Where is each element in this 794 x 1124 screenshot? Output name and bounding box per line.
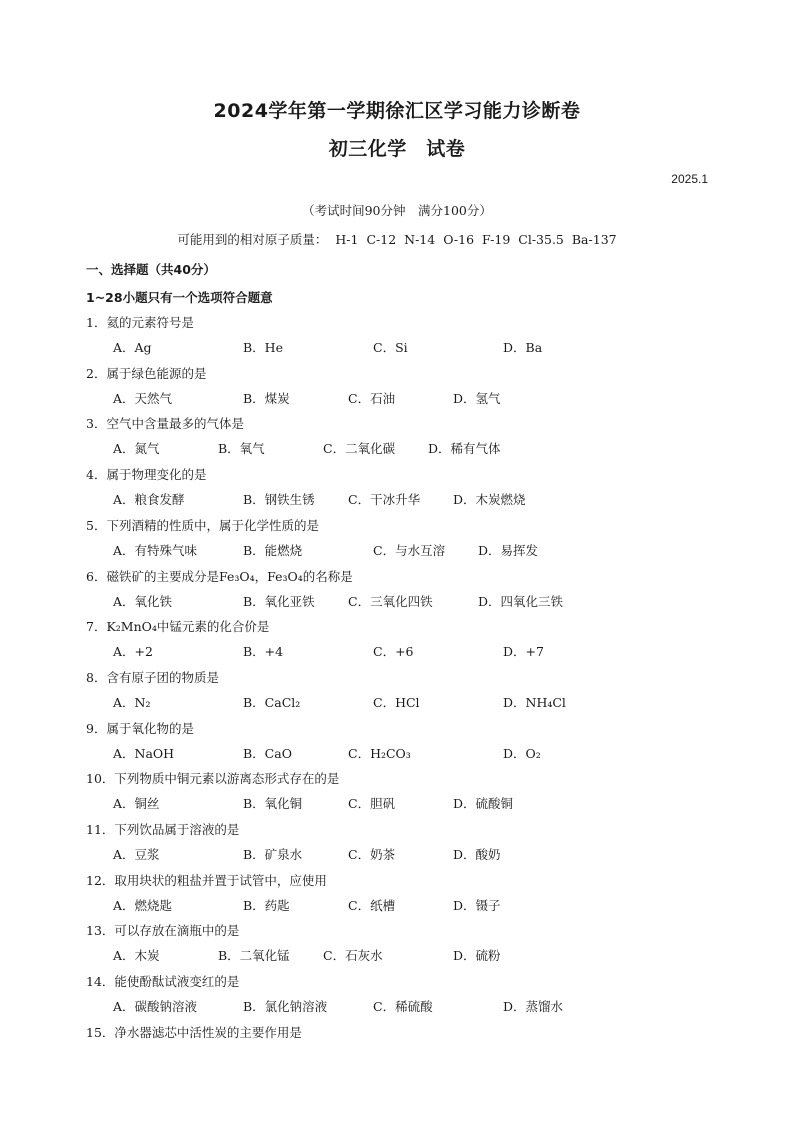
question-12-option-c: C．纸槽 xyxy=(348,897,396,913)
question-6-option-c: C．三氧化四铁 xyxy=(348,593,433,609)
question-2-option-c: C．石油 xyxy=(348,390,396,406)
question-11-option-b: B．矿泉水 xyxy=(243,847,303,862)
question-1-option-d: D．Ba xyxy=(503,340,543,355)
question-5-option-c: C．与水互溶 xyxy=(373,542,446,558)
question-3-option-a: A．氮气 xyxy=(113,441,160,457)
question-4-option-a: A．粮食发酵 xyxy=(113,492,185,508)
question-14-option-b: B．氯化钠溶液 xyxy=(243,999,328,1015)
atomic-mass-n: N-14 xyxy=(404,232,436,247)
question-2-option-d: D．氢气 xyxy=(453,390,501,406)
question-stem-4: 4．属于物理变化的是 xyxy=(86,467,207,483)
section-title: 一、选择题（共40分） xyxy=(86,262,216,277)
question-8-option-a: A．N₂ xyxy=(113,694,151,710)
question-4-option-d: D．木炭燃烧 xyxy=(453,492,526,508)
question-8-option-d: D．NH₄Cl xyxy=(503,694,566,710)
atomic-mass-h: H-1 xyxy=(335,232,359,247)
question-6-option-b: B．氧化亚铁 xyxy=(243,593,315,609)
question-stem-12: 12．取用块状的粗盐并置于试管中，应使用 xyxy=(86,872,327,888)
question-1-option-b: B．He xyxy=(243,340,283,355)
question-3-option-d: D．稀有气体 xyxy=(428,441,501,457)
question-stem-3: 3．空气中含量最多的气体是 xyxy=(86,416,244,432)
question-14-option-c: C．稀硫酸 xyxy=(373,999,433,1015)
question-3-option-c: C．二氧化碳 xyxy=(323,441,396,457)
exam-time-info: （考试时间90分钟 满分100分） xyxy=(302,203,492,218)
question-3-option-b: B．氧气 xyxy=(218,441,265,457)
atomic-mass-ba: Ba-137 xyxy=(571,232,617,247)
question-6-option-d: D．四氧化三铁 xyxy=(478,593,564,609)
question-5-option-b: B．能燃烧 xyxy=(243,542,303,558)
question-stem-15: 15．净水器滤芯中活性炭的主要作用是 xyxy=(86,1024,302,1040)
question-stem-10: 10．下列物质中铜元素以游离态形式存在的是 xyxy=(86,771,340,787)
question-stem-5: 5．下列酒精的性质中，属于化学性质的是 xyxy=(86,517,319,533)
question-12-option-b: B．药匙 xyxy=(243,897,290,913)
question-stem-11: 11．下列饮品属于溶液的是 xyxy=(86,822,240,837)
exam-title: 2024学年第一学期徐汇区学习能力诊断卷 xyxy=(213,100,581,122)
question-1-option-c: C．Si xyxy=(373,340,408,355)
question-14-option-d: D．蒸馏水 xyxy=(503,999,564,1015)
question-stem-8: 8．含有原子团的物质是 xyxy=(86,669,219,685)
question-13-option-c: C．石灰水 xyxy=(323,948,383,964)
question-7-option-a: A．+2 xyxy=(113,644,153,660)
question-6-option-a: A．氧化铁 xyxy=(113,593,173,609)
question-12-option-a: A．燃烧匙 xyxy=(113,897,173,913)
question-10-option-d: D．硫酸铜 xyxy=(453,796,514,812)
question-11-option-a: A．豆浆 xyxy=(113,847,160,862)
question-4-option-b: B．钢铁生锈 xyxy=(243,492,315,508)
question-9-option-c: C．H₂CO₃ xyxy=(348,745,411,761)
question-5-option-a: A．有特殊气味 xyxy=(113,542,198,558)
atomic-mass-cl: Cl-35.5 xyxy=(518,232,564,247)
question-1-option-a: A．Ag xyxy=(113,340,152,355)
question-13-option-d: D．硫粉 xyxy=(453,948,501,964)
question-7-option-c: C．+6 xyxy=(373,644,414,660)
question-13-option-a: A．木炭 xyxy=(113,948,160,964)
question-stem-7: 7．K₂MnO₄中锰元素的化合价是 xyxy=(86,619,270,635)
question-5-option-d: D．易挥发 xyxy=(478,542,539,558)
question-11-option-c: C．奶茶 xyxy=(348,847,396,862)
question-2-option-a: A．天然气 xyxy=(113,390,173,406)
question-9-option-a: A．NaOH xyxy=(113,745,175,761)
question-stem-9: 9．属于氧化物的是 xyxy=(86,720,194,736)
question-stem-13: 13．可以存放在滴瓶中的是 xyxy=(86,923,240,939)
question-12-option-d: D．镊子 xyxy=(453,897,501,913)
atomic-mass-line xyxy=(0,230,794,248)
question-4-option-c: C．干冰升华 xyxy=(348,492,421,508)
atomic-mass-f: F-19 xyxy=(482,232,511,247)
question-13-option-b: B．二氧化锰 xyxy=(218,948,290,964)
atomic-mass-c: C-12 xyxy=(366,232,397,247)
question-10-option-a: A．铜丝 xyxy=(113,796,160,812)
question-stem-14: 14．能使酚酞试液变红的是 xyxy=(86,974,240,990)
question-10-option-b: B．氧化铜 xyxy=(243,796,303,812)
question-7-option-b: B．+4 xyxy=(243,644,284,660)
atomic-mass-o: O-16 xyxy=(443,232,475,247)
question-9-option-d: D．O₂ xyxy=(503,745,541,761)
section-instruction: 1~28小题只有一个选项符合题意 xyxy=(86,290,273,305)
exam-subtitle: 初三化学 试卷 xyxy=(328,138,466,160)
question-10-option-c: C．胆矾 xyxy=(348,796,396,812)
exam-date: 2025.1 xyxy=(671,172,708,186)
question-8-option-c: C．HCl xyxy=(373,694,420,710)
question-14-option-a: A．碳酸钠溶液 xyxy=(113,999,198,1015)
question-9-option-b: B．CaO xyxy=(243,745,292,761)
question-2-option-b: B．煤炭 xyxy=(243,390,290,406)
question-11-option-d: D．酸奶 xyxy=(453,847,501,862)
question-8-option-b: B．CaCl₂ xyxy=(243,694,301,710)
atomic-mass-label: 可能用到的相对原子质量： xyxy=(177,232,328,247)
question-stem-1: 1．氦的元素符号是 xyxy=(86,315,194,330)
question-stem-6: 6．磁铁矿的主要成分是Fe₃O₄，Fe₃O₄的名称是 xyxy=(86,568,353,584)
question-7-option-d: D．+7 xyxy=(503,644,544,660)
question-stem-2: 2．属于绿色能源的是 xyxy=(86,365,207,381)
